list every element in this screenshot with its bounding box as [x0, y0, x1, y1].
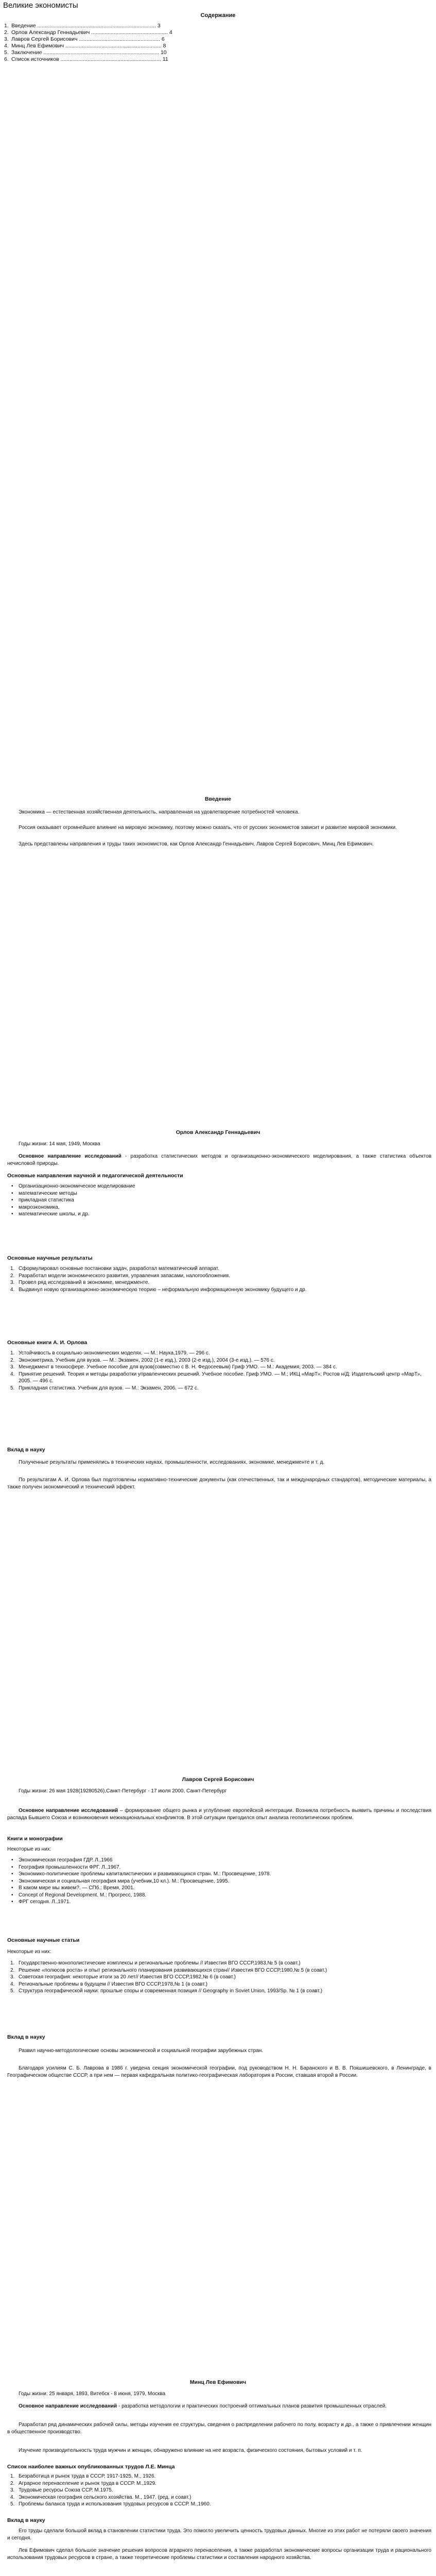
mints-paragraph: Разработал ряд динамических рабочей силы, методы изучения ее структуры, сведения о распределении рабочего по полу, возрасту и др., а также о привлечении женщин в общественное производство.: [7, 2422, 431, 2435]
list-item: • Организационно-экономическое моделирование: [7, 1183, 429, 1190]
list-item: 3. Менеджмент в техносфере. Учебное пособие для вузов(совместно с В. Н. Федосеевым) Гриф УМО. — М.: Академия, 2003. — 384 с.: [10, 1364, 337, 1370]
list-item: 3. Провел ряд исследований в экономике, менеджменте.: [10, 1280, 150, 1285]
mints-contribution-heading: Вклад в науку: [7, 2517, 45, 2523]
toc-heading: Содержание: [200, 12, 236, 19]
document-title: Великие экономисты: [3, 1, 78, 10]
lavrov-contribution-heading: Вклад в науку: [7, 2034, 45, 2040]
list-item: 4. Выдвинул новую организационно-экономическую теорию – неформальную информационную экономику будущего и др.: [10, 1286, 307, 1293]
list-item: 2. Разработал модели экономического развития, управления запасами, налогообложения.: [10, 1273, 230, 1279]
orlov-areas-list: [7, 1183, 429, 1218]
list-item: • математические школы, и др.: [7, 1211, 429, 1218]
intro-paragraph: Экономика — естественная хозяйственная деятельность, направленная на удовлетворение потребностей человека.: [19, 809, 300, 815]
lavrov-books-intro: Некоторые из них:: [7, 1846, 51, 1852]
toc-list: [0, 23, 436, 63]
lavrov-contribution-paragraph: Благодаря усилиям С. Б. Лаврова в 1986 г. уведена секция экономической географии, под руководством Н. Н. Баранского и В. В. Покшишевского, в Ленинграде, в Географическом обществе СССР, а при нем — первая кафедральная политико-географическая лаборатория в России, ставшая второй в России.: [7, 2065, 431, 2078]
orlov-areas-heading: Основные направления научной и педагогической деятельности: [7, 1173, 183, 1179]
list-item: • математические методы: [7, 1190, 429, 1197]
toc-number: 5.: [4, 49, 9, 56]
list-item: 2. Эконометрика. Учебник для вузов. — М.: Экзамен, 2002 (1-е изд.), 2003 (2-е изд.), 2004 (3-е изд.). — 576 с.: [10, 1357, 275, 1363]
lavrov-direction: [7, 1807, 431, 1821]
orlov-results-heading: Основные научные результаты: [7, 1255, 93, 1261]
toc-item[interactable]: [0, 56, 436, 63]
toc-number: 6.: [4, 56, 9, 62]
list-item: 5. Проблемы баланса труда и использования трудовых ресурсов в СССР. М.,1960.: [10, 2501, 211, 2507]
mints-works-list: [7, 2473, 429, 2508]
orlov-results-list: [7, 1265, 429, 1293]
list-item: 2. Решение «полюсов роста» и опыт регионального планирования развивающихся стран// Известия ВГО СССР,1980,№ 5 (в соавт.): [10, 1967, 327, 1973]
orlov-books-heading: Основные книги А. И. Орлова: [7, 1340, 88, 1346]
direction-text: - разработка методологии и практических построений оптимальных планов развития промышленных отраслей.: [117, 2403, 387, 2409]
list-item: • макроэкономика,: [7, 1204, 429, 1211]
toc-item[interactable]: [0, 36, 436, 43]
list-item: • География промышленности ФРГ. Л.,1967.: [7, 1864, 429, 1871]
direction-text: – формирование общего рынка и углубление европейской интеграции. Возникла потребность выявить причины и последствия распада Бывшего Союза и возникновения межнациональных конфликтов. В этой ситуации пригодился опыт анализа геополитических проблем.: [7, 1808, 432, 1821]
lavrov-articles-list: [7, 1960, 429, 1995]
intro-paragraph: Здесь представлены направления и труды таких экономистов, как Орлов Александр Геннадьевич, Лавров Сергей Борисович, Минц Лев Ефимович.: [19, 841, 374, 847]
list-item: 1. Государственно-монополистические комплексы и региональные проблемы // Известия ВГО СССР,1983,№ 5 (в соавт.): [10, 1960, 301, 1966]
list-item: • ФРГ сегодня. Л.,1971.: [7, 1899, 429, 1906]
list-item: 2. Аграрное перенаселение и рынок труда в СССР. М.,1929.: [10, 2480, 156, 2486]
lavrov-books-list: [7, 1857, 429, 1906]
toc-number: 2.: [4, 29, 9, 36]
orlov-books-list: [7, 1350, 429, 1392]
toc-text: Минц Лев Ефимович ................................................................ 8: [11, 43, 166, 49]
lavrov-articles-intro: Некоторые из них:: [7, 1949, 51, 1955]
toc-text: Введение ............................................................................... 3: [11, 23, 161, 29]
table-of-contents: [0, 11, 436, 63]
list-item: • В каком мире мы живем?. — СПб.: Время, 2001.: [7, 1885, 429, 1892]
orlov-contribution-paragraph: По результатам А. И. Орлова был подготовлены нормативно-технические документы (как отечественных, так и международных стандартов), методические материалы, а также получен экономический и технический эффект.: [7, 1477, 431, 1490]
list-item: • Экономическая и социальная география мира (учебник,10 кл.). М.: Просвещение, 1995.: [7, 1878, 429, 1885]
lavrov-title: Лавров Сергей Борисович: [182, 1776, 254, 1783]
toc-item[interactable]: [0, 23, 436, 29]
orlov-contribution-paragraph: Полученные результаты применялись в технических науках, промышленности, исследованиях, экономике, менеджменте и т. д.: [19, 1460, 325, 1465]
orlov-contribution-heading: Вклад в науку: [7, 1447, 45, 1453]
list-item: 5. Прикладная статистика. Учебник для вузов. — М.: Экзамен, 2006. — 672 с.: [10, 1385, 199, 1391]
list-item: • прикладная статистика: [7, 1197, 429, 1204]
intro-paragraph: Россия оказывает огромнейшее влияние на мировую экономику, поэтому можно сказать, что от русских экономистов зависит и развитие мировой экономики.: [19, 825, 397, 831]
mints-title: Минц Лев Ефимович: [189, 2379, 247, 2385]
intro-title: Введение: [205, 796, 231, 802]
direction-text: - разработка статистических методов и организационно-экономического моделирования, а также статистика объектов нечисловой природы.: [7, 1154, 432, 1166]
list-item: 4. Экономическая география сельского хозяйства. М., 1947. (ред. и соавт.): [10, 2494, 191, 2500]
toc-number: 1.: [4, 23, 9, 29]
direction-label: Основное направление исследований: [19, 1154, 121, 1159]
lavrov-articles-heading: Основные научные статьи: [7, 1937, 80, 1943]
list-item: 3. Трудовые ресурсы Союза ССР. М.1975.: [10, 2487, 113, 2493]
toc-item[interactable]: [0, 49, 436, 56]
direction-label: Основное направление исследований: [19, 2403, 117, 2409]
list-item: 1. Устойчивость в социально-экономических моделях. — М.: Наука,1979. — 296 с.: [10, 1350, 210, 1356]
toc-text: Заключение ............................................................................. 10: [11, 49, 167, 56]
lavrov-years: Годы жизни: 26 мая 1928(19280526),Санкт-Петербург - 17 июля 2000, Санкт-Петербург: [19, 1788, 227, 1794]
toc-text: Список источников ................................................................... 11: [11, 56, 168, 62]
list-item: 3. Советская география: некоторые итоги за 20 лет// Известия ВГО СССР,1982,№ 6 (в соавт.): [10, 1974, 236, 1980]
list-item: 1. Сформулировал основные постановки задач, разработал математический аппарат.: [10, 1266, 219, 1272]
toc-text: Орлов Александр Геннадьевич ................................................... 4: [11, 29, 172, 36]
mints-contribution-paragraph: Его труды сделали большой вклад в становлении статистики труда. Это помогло увеличить ценность трудовых данных. Многие из этих работ не потеряли своего значения и сегодня.: [7, 2528, 431, 2541]
toc-item[interactable]: [0, 29, 436, 36]
list-item: • Concept of Regional Development. М.: Прогресс, 1988.: [7, 1892, 429, 1899]
mints-paragraph: Изучение производительность труда мужчин и женщин, обнаружено влияние на нее возраста, физического состояния, бытовых условий и т. п.: [19, 2448, 362, 2453]
list-item: • Экономическая география ГДР. Л.,1966: [7, 1857, 429, 1864]
lavrov-books-heading: Книги и монографии: [7, 1836, 63, 1842]
toc-number: 4.: [4, 43, 9, 49]
direction-label: Основное направление исследований: [19, 1808, 118, 1814]
mints-years: Годы жизни: 25 января, 1893, Витебск - 8 июня, 1979, Москва: [19, 2391, 166, 2397]
orlov-years: Годы жизни: 14 мая, 1949, Москва: [19, 1141, 100, 1147]
mints-works-heading: Список наиболее важных опубликованных трудов Л.Е. Минца: [7, 2464, 175, 2470]
lavrov-contribution-paragraph: Развил научно-методологические основы экономической и социальной географии зарубежных стран.: [19, 2048, 264, 2054]
list-item: 4. Принятие решений. Теория и методы разработки управленческих решений. Учебное пособие. Гриф УМО. — М.; ИКЦ «МарТ»; Ростов н/Д: Издательский центр «МарТ», 2005. — 496 с.: [10, 1371, 422, 1384]
list-item: 5. Структура географической науки: прошлые споры и современная позиция // Geography in Soviet Union, 1993/Sp. № 1 (в соавт.): [10, 1988, 323, 1994]
list-item: 1. Безработица и рынок труда в СССР, 1917-1925, М., 1926.: [10, 2473, 156, 2479]
toc-item[interactable]: [0, 43, 436, 49]
toc-number: 3.: [4, 36, 9, 42]
list-item: 4. Региональные проблемы в будущем // Известия ВГО СССР,1978,№ 1 (в соавт.): [10, 1981, 207, 1987]
list-item: • Экономико-политические проблемы капиталистических и развивающихся стран. М.: Просвещение, 1978.: [7, 1871, 429, 1878]
orlov-direction: [7, 1153, 431, 1167]
mints-direction: [7, 2403, 431, 2410]
orlov-title: Орлов Александр Геннадьевич: [176, 1129, 260, 1136]
toc-text: Лавров Сергей Борисович ...................................................... 6: [11, 36, 165, 42]
mints-contribution-paragraph: Лев Ефимович сделал большое значение решения вопросов аграрного перенаселения, а также разработал экономические вопросы организации труда и рационального использования трудовых ресурсов в стране, а также теоретические проблемы статистики и составления народного хозяйства.: [7, 2548, 431, 2561]
